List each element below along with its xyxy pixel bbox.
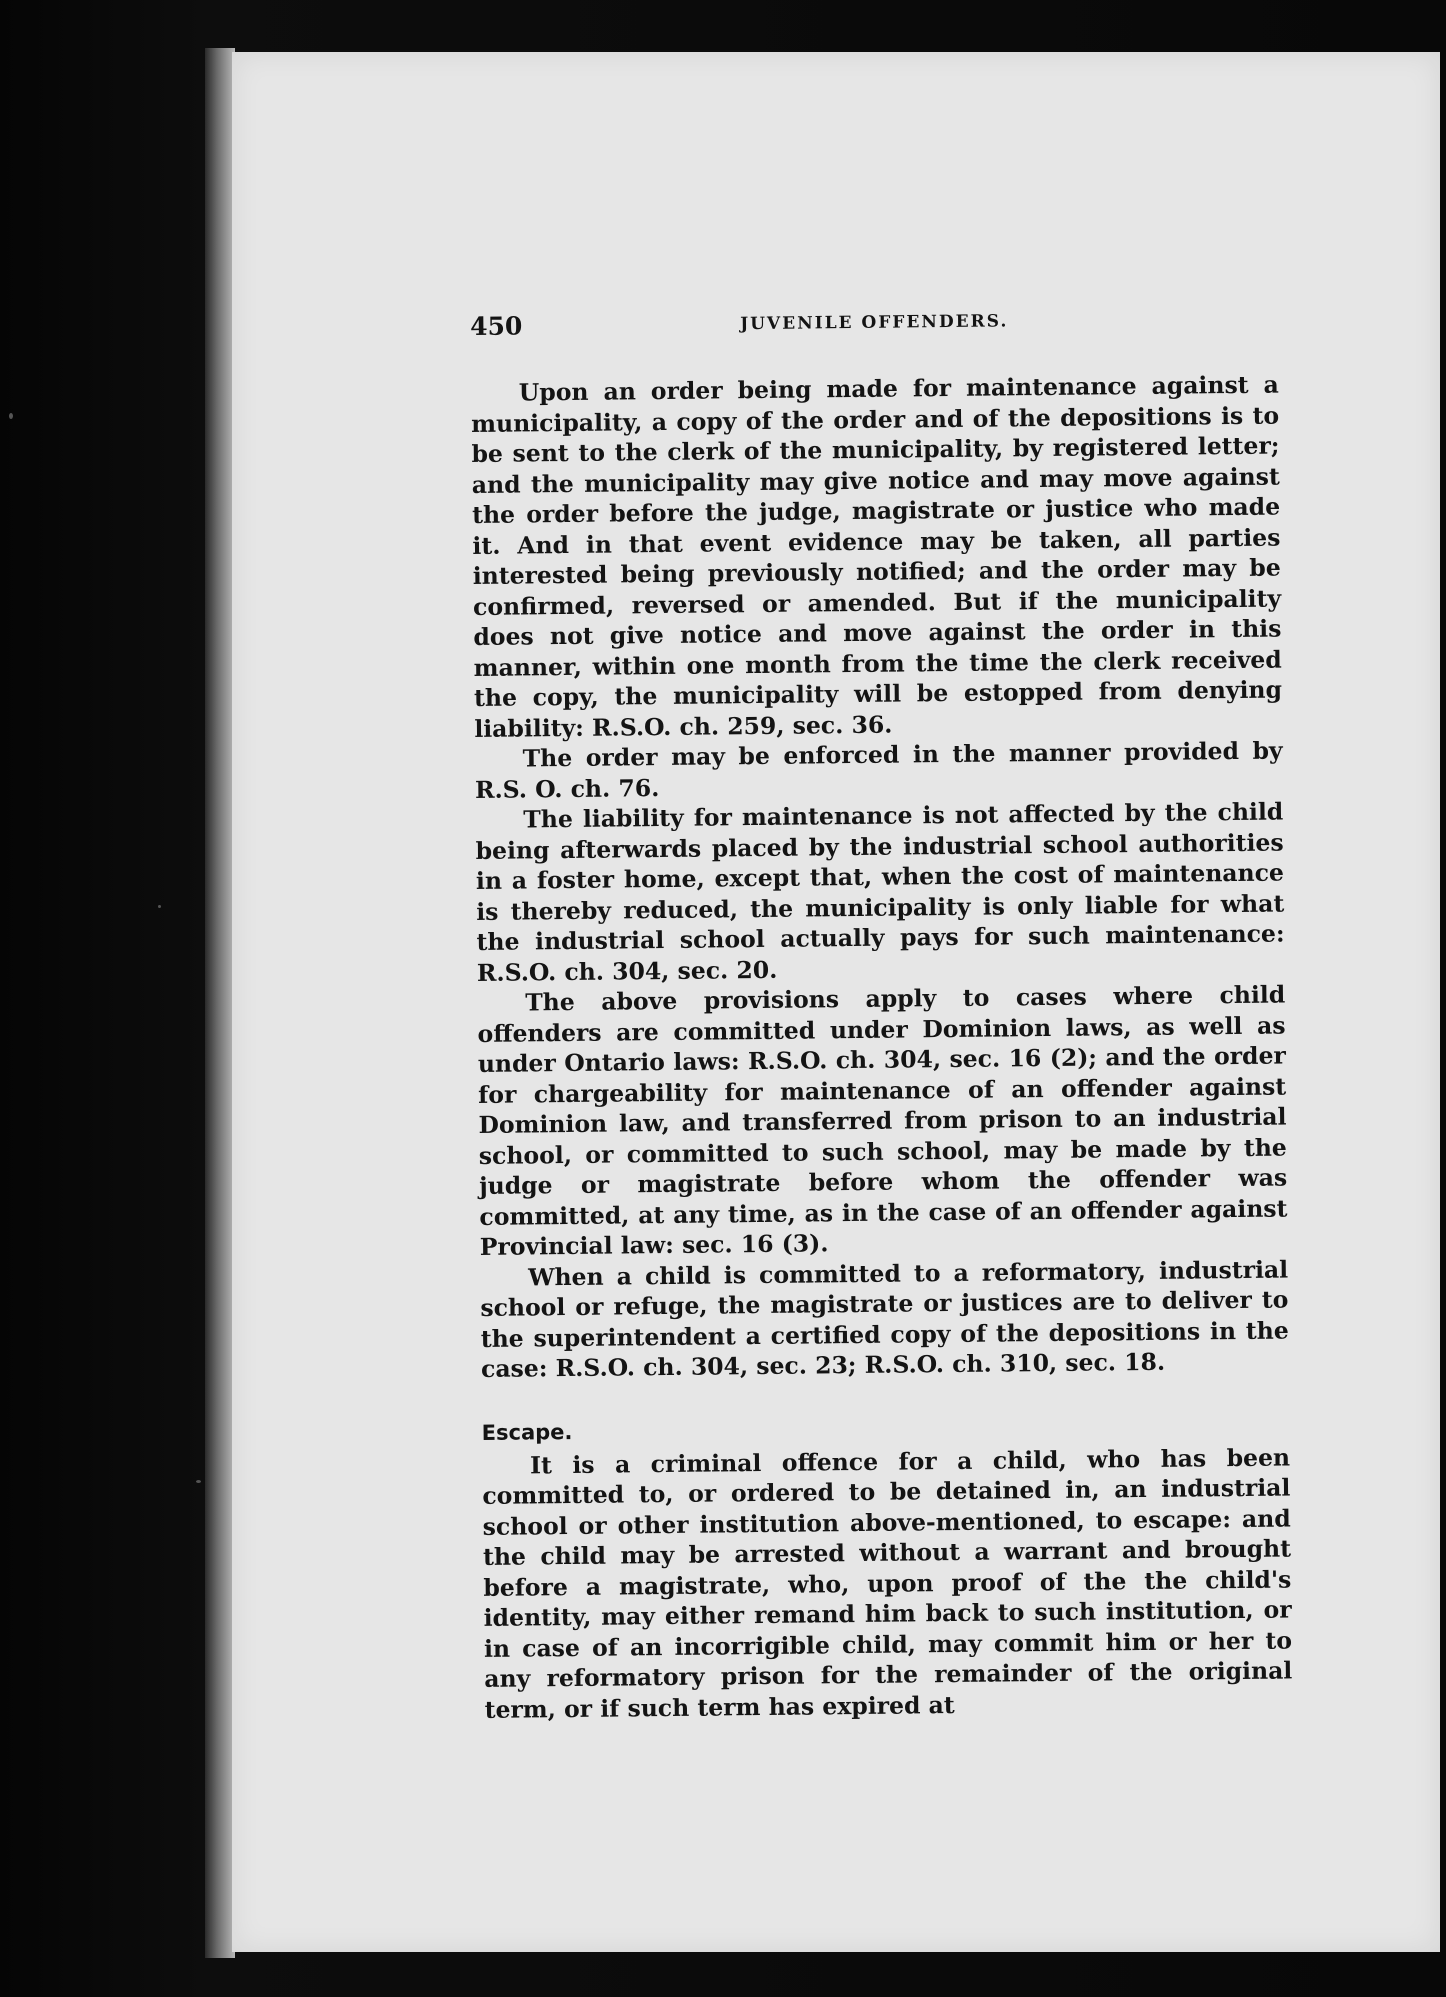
scan-speck bbox=[196, 1480, 201, 1483]
page-edge-shadow bbox=[205, 48, 235, 1958]
paragraph-depositions: When a child is committed to a reformatory, industrial school or refuge, the magistrate or justices are to deliver to the superintendent a certified copy of the depositions in the case: R.S.O. ch. 304, sec. 23; R.S.O. ch. 310, sec. 18. bbox=[480, 1254, 1289, 1383]
scan-speck bbox=[9, 413, 13, 419]
paragraph-dominion-laws: The above provisions apply to cases where child offenders are committed under Dominion laws, as well as under Ontario laws: R.S.O. ch. 304, sec. 16 (2); and the order for chargeability for maintenance of an offender against Dominion law, and transferred from prison to an industrial school, or committed to such school, may be made by the judge or magistrate before whom the offender was committed, at any time, as in the case of an offender against Provincial law: sec. 16 (3). bbox=[477, 980, 1288, 1261]
page-number: 450 bbox=[470, 311, 523, 341]
section-heading-escape: Escape. bbox=[481, 1419, 573, 1445]
paragraph-municipality-notice: Upon an order being made for maintenance against a municipality, a copy of the order and of the depositions is to be sent to the clerk of the municipality, by registered letter; and the municipality may give notice and may move against the order before the judge, magistrate or justice who made it. And in that event evidence may be taken, all parties interested being previously notified; and the order may be confirmed, reversed or amended. But if the municipality does not give notice and move against the order in this manner, within one month from the time the clerk received the copy, the municipality will be estopped from denying liability: R.S.O. ch. 259, sec. 36. bbox=[471, 370, 1283, 743]
page-content bbox=[470, 304, 1293, 1725]
scan-speck bbox=[158, 905, 161, 908]
paragraph-escape: It is a criminal offence for a child, who has been committed to, or ordered to be detained in, an industrial school or other institution above-mentioned, to escape: and the child may be arrested without a warrant and brought before a magistrate, who, upon proof of the the child's identity, may either remand him back to such institution, or in case of an incorrigible child, may commit him or her to any reformatory prison for the remainder of the original term, or if such term has expired at bbox=[482, 1442, 1293, 1724]
running-head bbox=[470, 304, 1278, 352]
running-title: JUVENILE OFFENDERS. bbox=[740, 311, 1009, 335]
paragraph-enforcement: The order may be enforced in the manner provided by R.S. O. ch. 76. bbox=[474, 736, 1283, 804]
paragraph-foster-home: The liability for maintenance is not affected by the child being afterwards placed by the industrial school authorities in a foster home, except that, when the cost of maintenance is thereby reduced, the municipality is only liable for what the industrial school actually pays for such maintenance: R.S.O. ch. 304, sec. 20. bbox=[475, 797, 1285, 987]
